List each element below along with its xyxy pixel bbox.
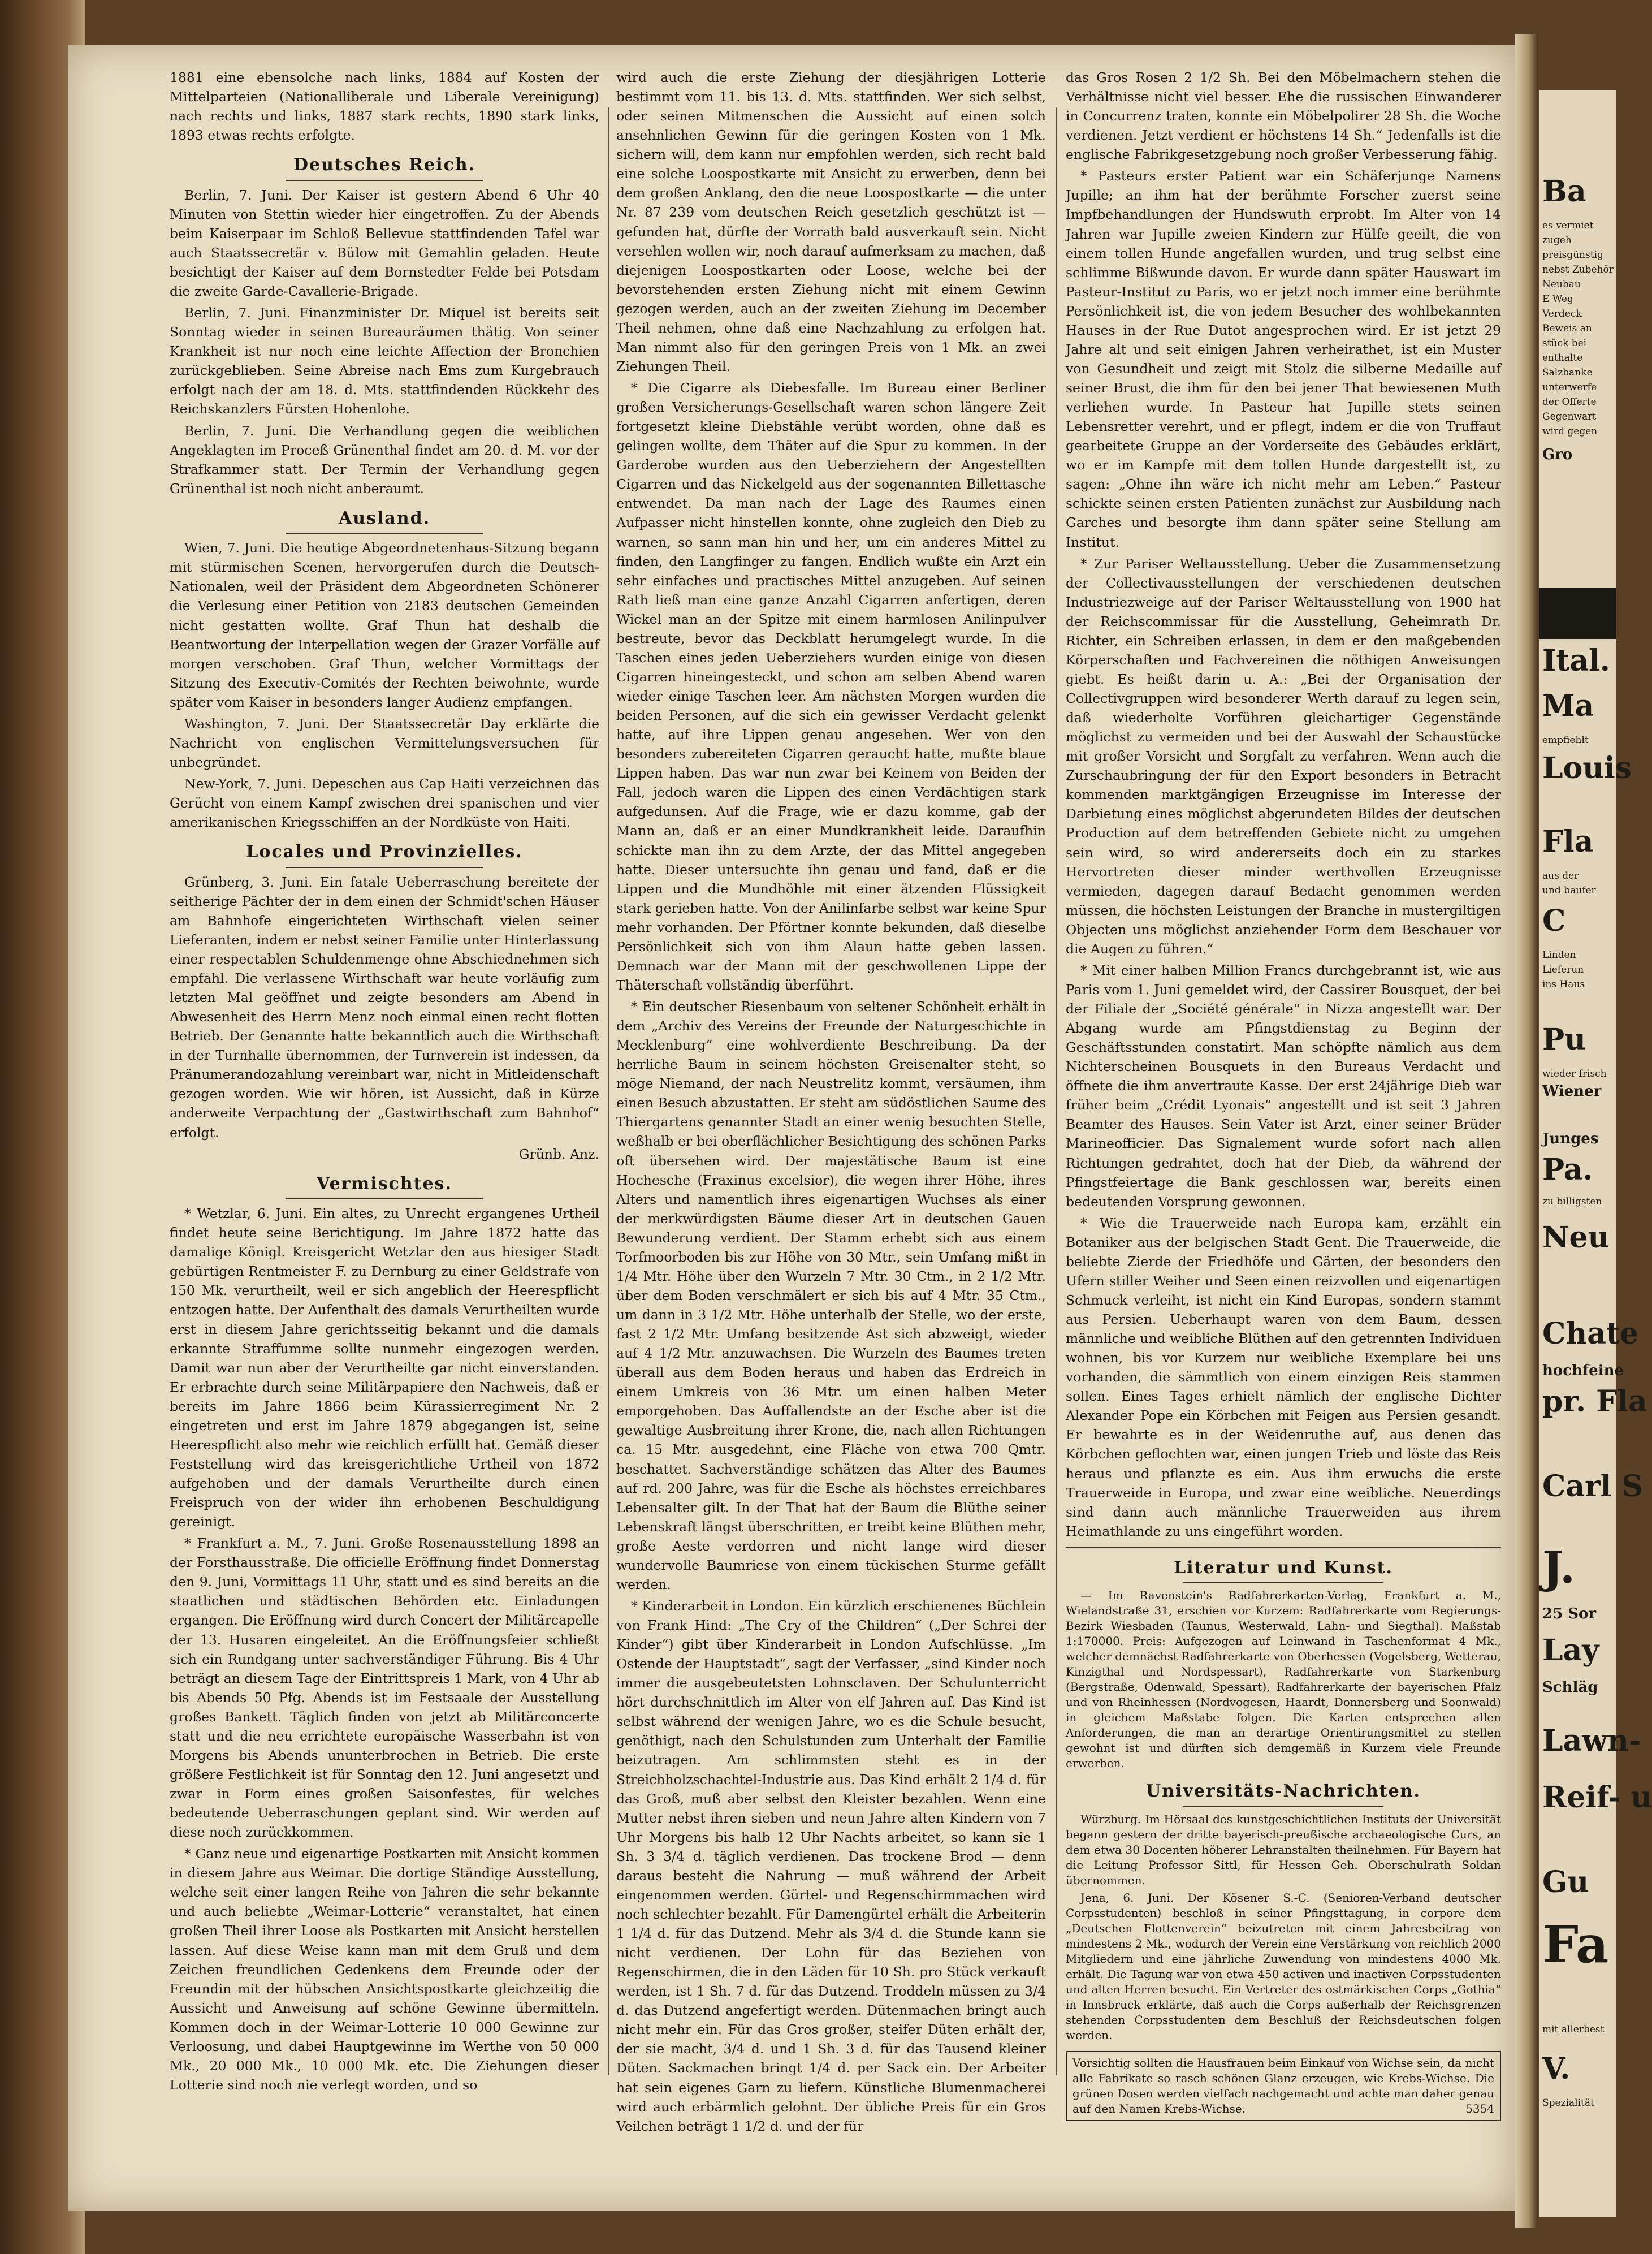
article-paragraph: Jena, 6. Juni. Der Kösener S.-C. (Senioren-Verband deutscher Corpsstudenten) beschloß in seiner Pfingsttagung, in corpore dem „Deutschen Flottenverein“ beizutreten mit einem Jahresbeitrag von mindestens 2 Mk., wodurch der Verein eine Verstärkung von reichlich 2000 Mitgliedern und eine jährliche Zuwendung von mindestens 4000 Mk. erhält. Die Tagung war von etwa 450 activen und inactiven Corpsstudenten und alten Herren besucht. Ein Vertreter des ostmärkischen Corps „Gothia“ in Innsbruck erklärte, daß auch die Corps außerhalb der Reichsgrenzen stehenden Corpsstudenten dem Beschluß der Reichsdeutschen folgen werden. bbox=[1066, 1890, 1501, 2042]
article-paragraph: * Kinderarbeit in London. Ein kürzlich erschienenes Büchlein von Frank Hind: „The Cry of the Children“ („Der Schrei der Kinder“) gibt über Kinderarbeit in London Aufschlüsse. „Im Ostende der Hauptstadt“, sagt der Verfasser, „sind Kinder noch immer die ausgebeutetsten Lohnsclaven. Der Schulunterricht hört durchschnittlich im Alter von elf Jahren auf. Das Kind ist selbst während der wenigen Jahre, wo es die Schule besucht, genöthigt, nach den Schulstunden zum Unterhalt der Familie beizutragen. Am schlimmsten steht es in der Streichholzschachtel-Industrie aus. Das Kind erhält 2 1/4 d. für das Groß, muß aber selbst den Kleister bezahlen. Wenn eine Mutter nebst ihren sieben und neun Jahre alten Kindern von 7 Uhr Morgens bis halb 12 Uhr Nachts arbeitet, so kann sie 1 Sh. 3 3/4 d. täglich verdienen. Das trockene Brod — denn daraus besteht die Nahrung — muß während der Arbeit eingenommen werden. Gürtel- und Regenschirmmachen wird noch schlechter bezahlt. Für Damengürtel erhält die Arbeiterin 1 1/4 d. für das Dutzend. Mehr als 3/4 d. die Stunde kann sie nicht verdienen. Der Lohn für das Beziehen von Regenschirmen, die in den Läden für 10 Sh. pro Stück verkauft werden, ist 1 Sh. 7 d. für das Dutzend. Troddeln müssen zu 3/4 d. das Dutzend angefertigt werden. Dütenmachen bringt auch nicht mehr ein. Für das Gros großer, steifer Düten erhält der, der sie macht, 3/4 d. und 1 Sh. 3 d. für das Tausend kleiner Düten. Sackmachen bringt 1/4 d. per Sack ein. Der Arbeiter hat sein eigenes Garn zu liefern. Künstliche Blumenmacherei wird auch erbärmlich gelohnt. Der übliche Preis für ein Gros Veilchen beträgt 1 1/2 d. und der für bbox=[616, 1597, 1046, 2134]
article-paragraph: * Wetzlar, 6. Juni. Ein altes, zu Unrecht ergangenes Urtheil findet heute seine Berichtigung. Im Jahre 1872 hatte das damalige Königl. Kreisgericht Wetzlar den aus hiesiger Stadt gebürtigen Rentmeister F. zu Dernburg zu einer Geldstrafe von 150 Mk. verurtheilt, weil er sich angeblich der Heerespflicht entzogen hatte. Der Aufenthalt des damals Verurtheilten wurde erst in diesem Jahre gerichtsseitig bekannt und die damals erkannte Straffumme sollte nunmehr eingezogen werden. Damit war nun aber der Verurtheilte gar nicht einverstanden. Er erbrachte durch seine Militärpapiere den Nachweis, daß er bereits im Jahre 1866 beim Kürassierregiment Nr. 2 eingetreten und erst im Jahre 1879 abgegangen ist, seine Heerespflicht also mehr wie reichlich erfüllt hat. Gemäß dieser Feststellung wird das kreisgerichtliche Urtheil von 1872 aufgehoben und der damals Verurtheilte durch einen Freispruch von der wider ihn erhobenen Beschuldigung gereinigt. bbox=[170, 1206, 599, 1530]
ad-fragment: Neu bbox=[1542, 1220, 1610, 1255]
ad-fragment: wird gegen bbox=[1542, 426, 1598, 437]
section-heading-deutsches-reich: Deutsches Reich. bbox=[170, 153, 599, 181]
ad-fragment: Fa bbox=[1542, 1915, 1609, 1975]
ad-fragment: Junges bbox=[1542, 1130, 1599, 1147]
ad-fragment: Ba bbox=[1542, 174, 1586, 209]
ad-fragment: es vermiet bbox=[1542, 220, 1594, 231]
ad-fragment: Verdeck bbox=[1542, 308, 1582, 319]
ad-fragment: Gegenwart bbox=[1542, 411, 1597, 422]
ad-fragment: aus der bbox=[1542, 870, 1579, 882]
article-paragraph: Berlin, 7. Juni. Der Kaiser ist gestern Abend 6 Uhr 40 Minuten von Stettin wieder hier eingetroffen. Zu der Abends beim Kaiserpaar im Schloß Bellevue stattfindenden Tafel war auch Staatssecretär v. Bülow mit Gemahlin geladen. Heute besichtigt der Kaiser auf dem Bornstedter Felde bei Potsdam die zweite Garde-Cavallerie-Brigade. bbox=[170, 187, 599, 300]
ad-fragment: Ital. bbox=[1542, 644, 1610, 678]
ad-fragment: und baufer bbox=[1542, 885, 1596, 896]
ad-fragment: mit allerbest bbox=[1542, 2024, 1605, 2035]
ad-fragment: Wiener bbox=[1542, 1083, 1602, 1100]
ad-fragment: Gro bbox=[1542, 446, 1573, 463]
ad-fragment: V. bbox=[1542, 2052, 1571, 2086]
article-paragraph: Berlin, 7. Juni. Finanzminister Dr. Miquel ist bereits seit Sonntag wieder in seinen Bureauräumen thätig. Von seiner Krankheit ist nur noch eine leichte Affection der Bronchien zurückgeblieben. Seine Abreise nach Ems zum Kurgebrauch erfolgt nach der am 18. d. Mts. stattfindenden Rückkehr des Reichskanzlers Fürsten Hohenlohe. bbox=[170, 305, 599, 417]
article-paragraph: Wien, 7. Juni. Die heutige Abgeordnetenhaus-Sitzung begann mit stürmischen Scenen, hervorgerufen durch die Deutsch-Nationalen, weil der Präsident dem Abgeordneten Schönerer die Verlesung einer Petition von 2183 deutschen Gemeinden nicht gestatten wollte. Graf Thun hat deshalb die Beantwortung der Interpellation wegen der Grazer Vorfälle auf morgen verschoben. Graf Thun, welcher Vormittags der Sitzung des Executiv-Comités der Rechten beiwohnte, wurde später vom Kaiser in besonders langer Audienz empfangen. bbox=[170, 540, 599, 710]
article-paragraph: New-York, 7. Juni. Depeschen aus Cap Haiti verzeichnen das Gerücht von einem Kampf zwischen drei spanischen und vier amerikanischen Kriegsschiffen an der Nordküste von Haiti. bbox=[170, 776, 599, 831]
article-paragraph: * Ganz neue und eigenartige Postkarten mit Ansicht kommen in diesem Jahre aus Weimar. Die dortige Ständige Ausstellung, welche seit einer langen Reihe von Jahren die sehr bekannte und auch beliebte „Weimar-Lotterie“ veranstaltet, hat einen großen Theil ihrer Loose als Postkarten mit Ansicht herstellen lassen. Auf diese Weise kann man mit dem Gruß und dem Zeichen freundlichen Gedenkens dem Freunde oder der Freundin mit der hübschen Ansichtspostkarte gleichzeitig die Aussicht und Anweisung auf schöne Gewinne übermitteln. Kommen doch in der Weimar-Lotterie 10 000 Gewinne zur Verloosung, und dabei Hauptgewinne im Werthe von 50 000 Mk., 20 000 Mk., 10 000 Mk. etc. Die Ziehungen dieser Lotterie sind noch nie verlegt worden, und so bbox=[170, 1846, 599, 2093]
section-heading-literatur: Literatur und Kunst. bbox=[1066, 1556, 1501, 1584]
ad-fragment: zugeh bbox=[1542, 235, 1572, 246]
ad-fragment: Fla bbox=[1542, 824, 1594, 859]
ad-fragment: J. bbox=[1542, 1542, 1576, 1594]
section-heading-universitaet: Universitäts-Nachrichten. bbox=[1066, 1779, 1501, 1807]
ad-fragment: 25 Sor bbox=[1542, 1605, 1597, 1622]
advertisement-text: Vorsichtig sollten die Hausfrauen beim Einkauf von Wichse sein, da nicht alle Fabrikate so rasch schönen Glanz erzeugen, wie Krebs-Wichse. Die grünen Dosen werden vielfach nachgemacht und achte man daher genau auf den Namen Krebs-Wichse. bbox=[1072, 2056, 1494, 2115]
section-heading-vermischtes: Vermischtes. bbox=[170, 1172, 599, 1200]
ad-fragment: Neubau bbox=[1542, 279, 1581, 290]
section-heading-locales: Locales und Provinzielles. bbox=[170, 840, 599, 868]
ad-fragment: Pa. bbox=[1542, 1152, 1593, 1187]
column-rule bbox=[608, 107, 609, 2075]
ad-fragment: hochfeine bbox=[1542, 1362, 1624, 1379]
article-paragraph: das Gros Rosen 2 1/2 Sh. Bei den Möbelmachern stehen die Verhältnisse nicht viel besser. Ehe die russischen Einwanderer in Concurrenz traten, konnte ein Möbelpolirer 28 Sh. die Woche verdienen. Jetzt verdient er höchstens 14 Sh.“ Jedenfalls ist die englische Fabrikgesetzgebung noch großer Verbesserung fähig. bbox=[1066, 70, 1501, 163]
ad-fragment: Spezialität bbox=[1542, 2097, 1594, 2109]
ad-fragment: E Weg bbox=[1542, 293, 1573, 305]
ad-fragment: Salzbanke bbox=[1542, 367, 1593, 378]
ad-fragment: pr. Fla bbox=[1542, 1384, 1647, 1419]
article-paragraph: Washington, 7. Juni. Der Staatssecretär Day erklärte die Nachricht von englischen Vermittelungsversuchen für unbegründet. bbox=[170, 715, 599, 770]
ad-fragment: Beweis an bbox=[1542, 323, 1592, 334]
ad-fragment: Lieferun bbox=[1542, 964, 1584, 975]
ad-fragment: Linden bbox=[1542, 949, 1576, 961]
ad-fragment: nebst Zubehör bbox=[1542, 264, 1614, 275]
column-2 bbox=[616, 68, 1046, 2134]
ad-fragment: Schläg bbox=[1542, 1679, 1598, 1696]
ad-fragment: Lawn- bbox=[1542, 1724, 1641, 1758]
article-source: Grünb. Anz. bbox=[518, 1146, 599, 1162]
ad-fragment: ins Haus bbox=[1542, 979, 1585, 990]
ad-fragment: stück bei bbox=[1542, 338, 1587, 349]
article-paragraph: Grünberg, 3. Juni. Ein fatale Ueberraschung bereitete der seitherige Pächter der in dem einen der Schmidt'schen Häuser am Bahnhofe eingerichteten Wirthschaft vielen seiner Lieferanten, indem er nebst seiner Familie unter Hinterlassung einer respectablen Schuldenmenge ohne Abschiednehmen sich empfahl. Die verlassene Wirthschaft war heute vorläufig zum letzten Mal geöffnet und zeigte besonders am Abend in Abwesenheit des Herrn Menz noch einmal einen recht flotten Betrieb. Der Genannte hatte bekanntlich auch die Wirthschaft in der Turnhalle übernommen, der Turnverein ist indessen, da Pränumerandozahlung vereinbart war, nicht in Mitleidenschaft gezogen worden. Wie wir hören, ist Aussicht, daß in Kürze anderweite Verpachtung der „Gastwirthschaft zum Bahnhof“ erfolgt. bbox=[170, 874, 599, 1141]
ad-fragment: Chate bbox=[1542, 1316, 1638, 1351]
article-paragraph: — Im Ravenstein's Radfahrerkarten-Verlag, Frankfurt a. M., Wielandstraße 31, erschien vor Kurzem: Radfahrerkarte vom Regierungs-Bezirk Wiesbaden (Taunus, Westerwald, Lahn- und Siegthal). Maßstab 1:170000. Preis: Aufgezogen auf Leinwand in Taschenformat 4 Mk., welcher demnächst Radfahrerkarte von Oberhessen (Vogelsberg, Wetterau, Kinzigthal und Nordspessart), Radfahrerkarte von Starkenburg (Bergstraße, Odenwald, Spessart), Radfahrerkarte der bayerischen Pfalz und von Rheinhessen (Nordvogesen, Haardt, Donnersberg und Soonwald) in gleichem Maßstabe folgen. Die Karten entsprechen allen Anforderungen, die man an derartige Orientirungsmittel zu stellen gewohnt ist und dürften sich demgemäß in Kurzem viele Freunde erwerben. bbox=[1066, 1588, 1501, 1771]
article-paragraph: * Pasteurs erster Patient war ein Schäferjunge Namens Jupille; an ihm hat der berühmte Forscher zuerst seine Impfbehandlungen der Hundswuth erprobt. Im Alter von 14 Jahren war Jupille zweien Kindern zur Hülfe geeilt, die von einem tollen Hunde angefallen wurden, und trug selbst eine schlimme Bißwunde davon. Er wurde dann später Hauswart im Pasteur-Institut zu Paris, wo er jetzt noch immer eine berühmte Persönlichkeit ist, die von jedem Besucher des wohlbekannten Hauses in der Rue Dutot angesprochen wird. Er ist jetzt 29 Jahre alt und seit einigen Jahren verheirathet, ist ein Muster von Gesundheit und zeigt mit Stolz die silberne Medaille auf seiner Brust, die ihm für den bei jener That bewiesenen Muth verliehen wurde. In Pasteur hat Jupille stets seinen Lebensretter verehrt, und er pflegt, indem er die von Truffaut gearbeitete Gruppe an der Vorderseite des Gebäudes erklärt, wo er im Kampfe mit dem tollen Hunde dargestellt ist, zu sagen: „Ohne ihn wäre ich nicht mehr am Leben.“ Pasteur schickte seinen ersten Patienten zunächst zur Ausbildung nach Garches und besorgte ihm dann später seine Stellung am Institut. bbox=[1066, 168, 1501, 550]
ad-fragment: Lay bbox=[1542, 1633, 1599, 1668]
article-paragraph: * Frankfurt a. M., 7. Juni. Große Rosenausstellung 1898 an der Forsthausstraße. Die officielle Eröffnung findet Donnerstag den 9. Juni, Vormittags 11 Uhr, statt und es sind bereits an die staatlichen und städtischen Behörden etc. Einladungen ergangen. Die Eröffnung wird durch Concert der Militärcapelle der 13. Husaren eingeleitet. An die Eröffnungsfeier schließt sich ein Rundgang unter sachverständiger Führung. Bis 4 Uhr beträgt an diesem Tage der Eintrittspreis 1 Mark, von 4 Uhr ab bis Abends 50 Pfg. Abends ist im Festsaale der Ausstellung großes Bankett. Täglich finden von jetzt ab Militärconcerte statt und die neu errichtete europäische Wasserbahn ist von Morgens bis Abends ununterbrochen in Betrieb. Die erste größere Festlichkeit ist für Sonntag den 12. Juni angesetzt und zwar in Form eines großen Saisonfestes, für welches bedeutende Ueberraschungen geplant sind. Wir werden auf diese noch zurückkommen. bbox=[170, 1535, 599, 1841]
ad-fragment: der Offerte bbox=[1542, 396, 1597, 408]
page-edge bbox=[1515, 34, 1538, 2228]
ad-fragment: zu billigsten bbox=[1542, 1196, 1602, 1207]
article-paragraph: wird auch die erste Ziehung der diesjährigen Lotterie bestimmt vom 11. bis 13. d. Mts. stattfinden. Wer sich selbst, oder seinen Mitmenschen die Aussicht auf einen solch ansehnlichen Gewinn für die geringen Kosten von 1 Mk. sichern will, dem kann nur empfohlen werden, sich recht bald eine solche Loospostkarte mit Ansicht zu erwerben, denn bei dem großen Anklang, den die neue Loospostkarte — die unter Nr. 87 239 vom deutschen Reich gesetzlich geschützt ist — gefunden hat, dürfte der Vorrath bald ausverkauft sein. Nicht versehlen wollen wir, noch darauf aufmerksam zu machen, daß diejenigen Loospostkarten oder Loose, welche bei der bevorstehenden ersten Ziehung nicht mit einem Gewinn gezogen werden, auch an der zweiten Ziehung im December Theil nehmen, ohne daß eine Nachzahlung zu erfolgen hat. Man nimmt also für den geringen Preis von 1 Mk. an zwei Ziehungen Theil. bbox=[616, 70, 1046, 374]
article-paragraph: * Ein deutscher Riesenbaum von seltener Schönheit erhält in dem „Archiv des Vereins der Freunde der Naturgeschichte in Mecklenburg“ eine wohlverdiente Beschreibung. Da der herrliche Baum in seinem höchsten Greisenalter steht, so möge Niemand, der nach Neustrelitz kommt, versäumen, ihm einen Besuch abzustatten. Er steht am südöstlichen Saume des Thiergartens genannter Stadt an einer wenig besuchten Stelle, weßhalb er bei oberflächlicher Besichtigung des schönen Parks oft übersehen wird. Der majestätische Baum ist eine Hochesche (Fraxinus excelsior), die wegen ihrer Höhe, ihres Alters und namentlich ihres eigenartigen Wuchses als einer der merkwürdigsten Bäume dieser Art in deutschen Gauen Bewunderung verdient. Der Stamm erhebt sich aus einem Torfmoorboden bis zur Höhe von 30 Mtr., sein Umfang mißt in 1/4 Mtr. Höhe über den Wurzeln 7 Mtr. 30 Ctm., in 2 1/2 Mtr. über dem Boden verschmälert er sich bis auf 4 Mtr. 35 Ctm., um dann in 3 1/2 Mtr. Höhe unterhalb der Stelle, wo der erste, fast 2 1/2 Mtr. Umfang besitzende Ast sich abzweigt, wieder auf 4 1/2 Mtr. anzuwachsen. Die Wurzeln des Baumes treten überall aus dem Boden heraus und haben das Erdreich in einem Umkreis von 36 Mtr. um einen halben Meter emporgehoben. Das Auffallendste an der Esche aber ist die gewaltige Ausbreitung ihrer Krone, die, nach allen Richtungen ca. 15 Mtr. ausgedehnt, eine Fläche von etwa 700 Qmtr. beschattet. Sachverständige schätzen das Alter des Baumes auf rd. 200 Jahre, was für die Esche als höchstes erreichbares Lebensalter gilt. In der That hat der Baum die Blüthe seiner Lebenskraft längst überschritten, er treibt keine Blüthen mehr, große Aeste verdorren und nicht lange wird dieser wundervolle Baumriese von einem tückischen Sturme gefällt werden. bbox=[616, 999, 1046, 1592]
ad-fragment: preisgünstig bbox=[1542, 249, 1603, 261]
ad-fragment: enthalte bbox=[1542, 352, 1583, 364]
ad-fragment: Gu bbox=[1542, 1865, 1589, 1899]
article-paragraph: Würzburg. Im Hörsaal des kunstgeschichtlichen Instituts der Universität begann gestern der dritte bayerisch-preußische archaeologische Curs, an dem etwa 30 Docenten höherer Lehranstalten theilnehmen. Für Bayern hat die Leitung Professor Sittl, für Hessen Geh. Oberschulrath Soldan übernommen. bbox=[1066, 1812, 1501, 1887]
article-paragraph: * Wie die Trauerweide nach Europa kam, erzählt ein Botaniker aus der belgischen Stadt Gent. Die Trauerweide, die beliebte Zierde der Friedhöfe und Gärten, der besonders den Ufern stiller Weiher und Seen einen reizvollen und eigenartigen Schmuck verleiht, ist nicht ein Kind Europas, sondern stammt aus Persien. Ueberhaupt waren von dem Baum, dessen männliche und weibliche Blüthen auf den getrennten Individuen wohnen, bis vor Kurzem nur weibliche Exemplare bei uns vorhanden, die sämmtlich von einem einzigen Reis stammen sollen. Eines Tages erhielt nämlich der englische Dichter Alexander Pope ein Körbchen mit Feigen aus Persien gesandt. Er bewahrte es in der Weidenruthe auf, aus denen das Körbchen geflochten war, einen jungen Trieb und löste das Reis heraus und pflanzte es ein. Aus ihm erwuchs die erste Trauerweide in Europa, und zwar eine weibliche. Neuerdings sind dann auch männliche Trauerweiden aus ihrem Heimathlande zu uns eingeführt worden. bbox=[1066, 1215, 1501, 1539]
ad-fragment: Pu bbox=[1542, 1022, 1586, 1057]
article-paragraph: * Zur Pariser Weltausstellung. Ueber die Zusammensetzung der Collectivausstellungen der verschiedenen deutschen Industriezweige auf der Pariser Weltausstellung von 1900 hat der Reichscommissar für die Ausstellung, Geheimrath Dr. Richter, ein Schreiben erlassen, in dem er den maßgebenden Körperschaften und Fachvereinen die nöthigen Anweisungen giebt. Es heißt darin u. A.: „Bei der Organisation der Collectivgruppen wird besonderer Werth darauf zu legen sein, daß wiederholte Vorführen gleichartiger Gegenstände möglichst zu vermeiden und bei der Auswahl der Schaustücke mit großer Vorsicht und Sorgfalt zu verfahren. Wenn auch die Zurschaubringung der für den Export besonders in Betracht kommenden marktgängigen Erzeugnisse im Interesse der Darbietung eines möglichst abgerundeten Bildes der deutschen Production auf dem betreffenden Gebiete nicht zu umgehen sein wird, so wird andererseits doch ein zu starkes Hervortreten dieser minder werthvollen Erzeugnisse vermieden, dagegen darauf Bedacht genommen werden müssen, die höchsten Leistungen der Branche in mustergiltigen Objecten uns möglichst anziehender Form dem Beschauer vor die Augen zu führen.“ bbox=[1066, 555, 1501, 957]
ad-fragment: Carl S bbox=[1542, 1469, 1643, 1504]
ad-fragment: Ma bbox=[1542, 689, 1594, 723]
article-paragraph: * Mit einer halben Million Francs durchgebrannt ist, wie aus Paris vom 1. Juni gemeldet wird, der Cassirer Bousquet, der bei der Filiale der „Société générale“ in Nizza angestellt war. Der Abgang wurde am Pfingstdienstag zu Beginn der Geschäftsstunden constatirt. Man schöpfte nämlich aus dem Nichterscheinen Bousquets in den Bureaus Verdacht und öffnete die ihm anvertraute Kasse. Der erst 24jährige Dieb war früher beim „Crédit Lyonais“ angestellt und ist seit 3 Jahren Beamter des Hauses. Sein Vater ist Arzt, einer seiner Brüder Marineofficier. Das Signalement wurde sofort nach allen Richtungen gedrahtet, doch hat der Dieb, da während der Pfingstfeiertage die Bank geschlossen war, bereits einen bedeutenden Vorsprung gewonnen. bbox=[1066, 962, 1501, 1210]
advertisement-box bbox=[1066, 2051, 1501, 2121]
section-heading-ausland: Ausland. bbox=[170, 506, 599, 534]
ad-black-bar bbox=[1539, 588, 1616, 639]
column-rule bbox=[1056, 107, 1057, 2075]
ad-fragment: C bbox=[1542, 904, 1566, 938]
divider bbox=[1066, 1547, 1501, 1548]
ad-fragment: Reif- u bbox=[1542, 1780, 1652, 1815]
column-1 bbox=[170, 68, 599, 2093]
article-paragraph: * Die Cigarre als Diebesfalle. Im Bureau einer Berliner großen Versicherungs-Gesellschaft waren schon längere Zeit fortgesetzt kleine Diebstähle verübt worden, ohne daß es gelingen wollte, dem Thäter auf die Spur zu kommen. In der Garderobe wurden aus den Ueberziehern der Angestellten Cigarren und das Nickelgeld aus der sogenannten Billettasche entwendet. Da man nach der Lage des Raumes einen Aufpasser nicht hinstellen konnte, ohne zugleich den Dieb zu warnen, so sann man hin und her, um ein anderes Mittel zu finden, den Langfinger zu fangen. Endlich wußte ein Arzt ein sehr einfaches und practisches Mittel anzugeben. Auf seinen Rath ließ man eine ganze Anzahl Cigarren anfertigen, deren Wickel man an der Spitze mit einem harmlosen Anilinpulver bestreute, bevor das Deckblatt herumgelegt wurde. In die Taschen eines jeden Ueberziehers wurden einige von diesen Cigarren hineingesteckt, und schon am selben Abend waren wieder einige Taschen leer. Am nächsten Morgen wurden die beiden Personen, auf die sich ein gewisser Verdacht gelenkt hatte, auf ihre Lippen genau angesehen. Wer von den besonders zubereiteten Cigarren geraucht hatte, mußte blaue Lippen haben. Das war nun zwar bei Keinem von Beiden der Fall, jedoch waren die Lippen des einen Verdächtigen stark aufgedunsen. Auf die Frage, wie er dazu komme, gab der Mann an, daß er an einer Mundkrankheit leide. Daraufhin schickte man ihn zu dem Arzte, der das Mittel angegeben hatte. Dieser untersuchte ihn genau und fand, daß er die Lippen und die Mundhöhle mit einer ätzenden Flüssigkeit stark gerieben hatte. Von der Anilinfarbe selbst war keine Spur mehr vorhanden. Der Pförtner konnte bekunden, daß dieselbe Persönlichkeit sich von ihm Alaun hatte geben lassen. Demnach war der Mann mit der geschwollenen Lippe der Thäterschaft vollständig überführt. bbox=[616, 380, 1046, 993]
ad-fragment: unterwerfe bbox=[1542, 382, 1597, 393]
ad-fragment: wieder frisch bbox=[1542, 1068, 1607, 1079]
column-3 bbox=[1066, 68, 1501, 2115]
article-paragraph: Berlin, 7. Juni. Die Verhandlung gegen die weiblichen Angeklagten im Proceß Grünenthal findet am 20. d. M. vor der Strafkammer statt. Der Termin der Verhandlung gegen Grünenthal ist noch nicht anberaumt. bbox=[170, 422, 599, 496]
ad-fragment: empfiehlt bbox=[1542, 735, 1589, 746]
intro-paragraph: 1881 eine ebensolche nach links, 1884 auf Kosten der Mittelparteien (Nationalliberale und Liberale Vereinigung) nach rechts und links, 1887 stark rechts, 1890 stark links, 1893 etwas rechts erfolgte. bbox=[170, 70, 599, 144]
ad-fragment: Louis bbox=[1542, 751, 1632, 785]
advertisement-number: 5354 bbox=[1465, 2101, 1494, 2115]
facing-page bbox=[1539, 90, 1652, 2217]
